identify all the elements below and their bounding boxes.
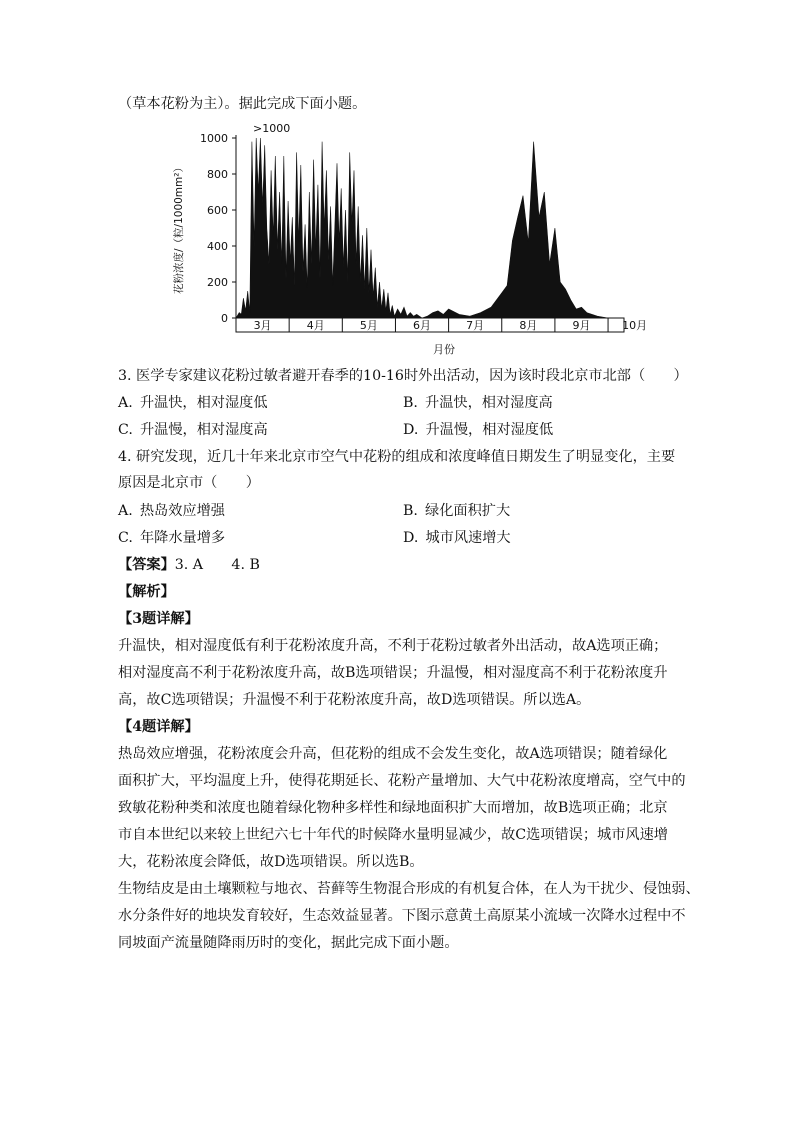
- y-tick-label: 0: [221, 312, 228, 325]
- month-tick-label: 3月: [253, 319, 272, 332]
- detail-3-line: 高，故C选项错误；升温慢不利于花粉浓度升高，故D选项错误。所以选A。: [118, 692, 591, 708]
- month-tick-label: 4月: [306, 319, 325, 332]
- option-text: 升温快，相对湿度高: [425, 395, 553, 411]
- q4-option-c[interactable]: [118, 528, 225, 548]
- q3-option-b[interactable]: [403, 393, 553, 413]
- detail-3-line: 相对湿度高不利于花粉浓度升高，故B选项错误；升温慢，相对湿度高不利于花粉浓度升: [118, 665, 668, 681]
- q4-option-a[interactable]: [118, 501, 225, 521]
- detail-3-line: 升温快，相对湿度低有利于花粉浓度升高，不利于花粉过敏者外出活动，故A选项正确；: [118, 638, 668, 654]
- option-text: 升温慢，相对湿度高: [139, 422, 268, 438]
- detail-4-line: 热岛效应增强，花粉浓度会升高，但花粉的组成不会发生变化，故A选项错误；随着绿化: [118, 746, 668, 762]
- answer-line: [118, 555, 260, 575]
- answer-text: 3. A 4. B: [174, 557, 260, 573]
- q4-option-d[interactable]: [403, 528, 511, 548]
- option-key: C.: [118, 422, 133, 438]
- option-key: C.: [118, 530, 133, 546]
- month-tick-label: 9月: [572, 319, 591, 332]
- detail-4-line: 面积扩大，平均温度上升，使得花期延长、花粉产量增加、大气中花粉浓度增高，空气中的: [118, 773, 686, 789]
- option-text: 城市风速增大: [425, 530, 511, 546]
- y-tick-label: 400: [207, 240, 228, 253]
- y-axis-label: 花粉浓度/（粒/1000mm²）: [173, 162, 185, 294]
- option-key: A.: [118, 503, 133, 519]
- y-tick-label: 1000: [200, 132, 228, 145]
- detail-4-label: 【4题详解】: [118, 719, 199, 735]
- x-axis-label: 月份: [433, 343, 455, 356]
- analysis-label: 【解析】: [118, 584, 175, 600]
- option-text: 绿化面积扩大: [425, 503, 511, 519]
- peak-annotation: >1000: [253, 122, 291, 135]
- option-key: A.: [118, 395, 133, 411]
- y-axis-ticks: [200, 132, 236, 325]
- month-tick-label: 6月: [413, 319, 432, 332]
- next-intro-line: 水分条件好的地块发育较好，生态效益显著。下图示意黄土高原某小流域一次降水过程中不: [118, 908, 686, 924]
- option-text: 热岛效应增强: [139, 503, 225, 519]
- q3-option-d[interactable]: [403, 420, 553, 440]
- pollen-concentration-chart: [160, 118, 648, 358]
- option-text: 升温慢，相对湿度低: [425, 422, 554, 438]
- next-intro-line: 同坡面产流量随降雨历时的变化，据此完成下面小题。: [118, 935, 459, 951]
- option-key: D.: [403, 422, 419, 438]
- detail-4-line: 大，花粉浓度会降低，故D选项错误。所以选B。: [118, 854, 424, 870]
- question-4-stem-line-2: 原因是北京市（ ）: [118, 475, 260, 491]
- option-key: B.: [403, 395, 418, 411]
- question-3-stem: 3. 医学专家建议花粉过敏者避开春季的10-16时外出活动，因为该时段北京市北部（ ）: [118, 368, 688, 384]
- month-tick-label: 8月: [519, 319, 538, 332]
- x-axis: [236, 318, 647, 332]
- intro-text: （草本花粉为主）。据此完成下面小题。: [118, 96, 367, 112]
- next-intro-line: 生物结皮是由土壤颗粒与地衣、苔藓等生物混合形成的有机复合体，在人为干扰少、侵蚀弱、: [118, 881, 700, 897]
- detail-4-line: 致敏花粉种类和浓度也随着绿化物种多样性和绿地面积扩大而增加，故B选项正确；北京: [118, 800, 668, 816]
- q3-option-a[interactable]: [118, 393, 268, 413]
- option-text: 年降水量增多: [139, 530, 226, 546]
- detail-3-label: 【3题详解】: [118, 611, 199, 627]
- option-key: D.: [403, 530, 419, 546]
- y-tick-label: 600: [207, 204, 228, 217]
- detail-4-line: 市自本世纪以来较上世纪六七十年代的时候降水量明显减少，故C选项错误；城市风速增: [118, 827, 668, 843]
- month-tick-label: 5月: [359, 319, 378, 332]
- q3-option-c[interactable]: [118, 420, 268, 440]
- question-4-stem-line-1: 4. 研究发现，近几十年来北京市空气中花粉的组成和浓度峰值日期发生了明显变化，主要: [118, 449, 676, 465]
- pollen-area-series: [236, 138, 608, 318]
- answer-label: 【答案】: [118, 557, 175, 573]
- option-text: 升温快，相对湿度低: [139, 395, 268, 411]
- option-key: B.: [403, 503, 418, 519]
- y-tick-label: 200: [207, 276, 228, 289]
- month-tick-label: 7月: [466, 319, 485, 332]
- q4-option-b[interactable]: [403, 501, 510, 521]
- month-tick-label: 10月: [622, 319, 648, 332]
- y-tick-label: 800: [207, 168, 228, 181]
